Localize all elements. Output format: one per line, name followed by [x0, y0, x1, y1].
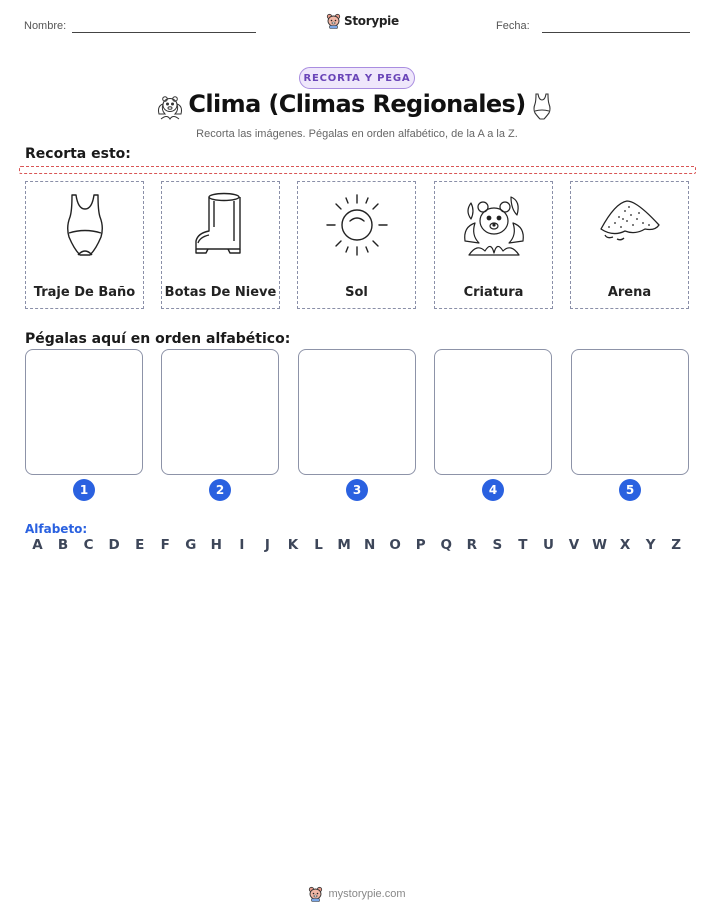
- instructions: Recorta las imágenes. Pégalas en orden alfabético, de la A a la Z.: [196, 128, 518, 140]
- alphabet-letter: Z: [671, 537, 682, 553]
- alphabet-letter: F: [160, 537, 170, 553]
- alphabet-letter: D: [108, 537, 120, 553]
- brand-logo: [326, 13, 399, 29]
- alphabet-letter: B: [57, 537, 69, 553]
- slot-number-3: 3: [346, 479, 368, 501]
- card-label: Arena: [607, 285, 652, 300]
- slot-number-1: 1: [73, 479, 95, 501]
- footer: [0, 886, 714, 902]
- cut-heading: Recorta esto:: [25, 146, 131, 162]
- alphabet-letter: M: [337, 537, 351, 553]
- slot-number-4: 4: [482, 479, 504, 501]
- page-title: Clima (Climas Regionales): [188, 90, 526, 118]
- alphabet-row: [25, 537, 689, 553]
- slot-number-2: 2: [209, 479, 231, 501]
- alphabet-letter: A: [32, 537, 43, 553]
- paste-slot-5[interactable]: [571, 349, 689, 475]
- alphabet-letter: C: [83, 537, 94, 553]
- brand-name: Storypie: [344, 14, 399, 28]
- sand-pile-icon: [597, 191, 663, 259]
- alphabet-letter: N: [363, 537, 376, 553]
- alphabet-letter: O: [389, 537, 401, 553]
- cut-card-sun[interactable]: [297, 181, 416, 309]
- name-label: Nombre:: [24, 20, 67, 32]
- cut-card-snow-boots[interactable]: [161, 181, 280, 309]
- card-label: Traje De Baño: [33, 285, 136, 300]
- alphabet-title: Alfabeto:: [25, 522, 88, 536]
- snow-boot-icon: [188, 191, 254, 259]
- slot-number-5: 5: [619, 479, 641, 501]
- activity-tag: RECORTA Y PEGA: [299, 67, 415, 89]
- alphabet-letter: W: [592, 537, 607, 553]
- bear-mascot-icon: [308, 886, 323, 902]
- alphabet-letter: G: [185, 537, 197, 553]
- alphabet-letter: L: [314, 537, 323, 553]
- alphabet-letter: T: [518, 537, 528, 553]
- paste-slot-1[interactable]: [25, 349, 143, 475]
- name-line: [72, 32, 256, 33]
- card-label: Sol: [345, 285, 368, 300]
- bear-mascot-icon: [326, 13, 341, 29]
- alphabet-letter: K: [287, 537, 299, 553]
- bear-creature-icon: [461, 191, 527, 259]
- alphabet-letter: J: [264, 537, 270, 553]
- cut-card-creature[interactable]: [434, 181, 553, 309]
- paste-slot-2[interactable]: [161, 349, 279, 475]
- paste-heading: Pégalas aquí en orden alfabético:: [25, 331, 291, 347]
- footer-link[interactable]: mystorypie.com: [328, 888, 406, 900]
- date-label: Fecha:: [496, 20, 530, 32]
- cut-card-sand[interactable]: [570, 181, 689, 309]
- sun-icon: [324, 191, 390, 259]
- alphabet-letter: Q: [440, 537, 452, 553]
- alphabet-letter: P: [415, 537, 426, 553]
- alphabet-letter: X: [619, 537, 631, 553]
- alphabet-letter: S: [492, 537, 503, 553]
- cut-guide-line: [19, 166, 696, 174]
- card-label: Botas De Nieve: [164, 285, 277, 300]
- paste-slot-4[interactable]: [434, 349, 552, 475]
- cut-card-swimsuit[interactable]: [25, 181, 144, 309]
- alphabet-letter: U: [542, 537, 554, 553]
- swimsuit-title-icon: [530, 92, 554, 122]
- swimsuit-icon: [52, 191, 118, 259]
- alphabet-letter: V: [568, 537, 580, 553]
- alphabet-letter: R: [466, 537, 477, 553]
- alphabet-letter: I: [239, 537, 245, 553]
- paste-slot-3[interactable]: [298, 349, 416, 475]
- alphabet-letter: H: [210, 537, 222, 553]
- alphabet-letter: E: [135, 537, 145, 553]
- date-line: [542, 32, 690, 33]
- alphabet-letter: Y: [645, 537, 656, 553]
- card-label: Criatura: [463, 285, 524, 300]
